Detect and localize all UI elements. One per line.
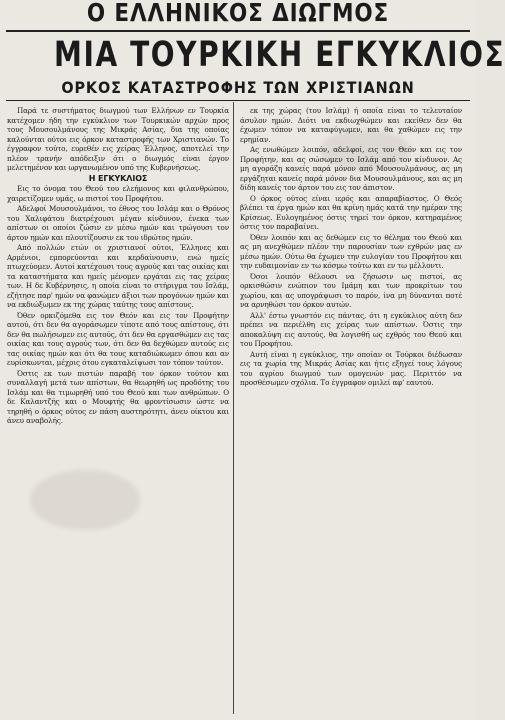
left-column bbox=[7, 106, 229, 712]
body-paragraph: Όστις εκ των πιστών παραβή τον όρκον τούτον και συναλλαγή μετά των απίστων, θα θεωρηθή ως προδότης του Ισλάμ και θα τιμωρηθή υπό του Θεού και των ανθρώπων. Ο δε Καλαντζής και ο Μουφτής θα φροντίσωσιν ώστε να τηρηθή ο όρκος ούτος εν πάση αυστηρότητι, άνευ οίκτου και άνευ αναβολής. bbox=[7, 368, 229, 425]
subheadline: ΟΡΚΟΣ ΚΑΤΑΣΤΡΟΦΗΣ ΤΩΝ ΧΡΙΣΤΙΑΝΩΝ bbox=[61, 78, 415, 97]
body-paragraph: Όσοι λοιπόν θέλουσι να ζήσωσιν ως πιστοί, ας ορκισθώσιν ενώπιον του Ιμάμη και των προκρίτων του χωρίου, και ας υπογράψωσι το παρόν, ίνα μη δύνανται ποτέ να αρνηθώσι τον όρκον αυτών. bbox=[240, 271, 462, 309]
body-paragraph: Αυτή είναι η εγκύκλιος, την οποίαν οι Τούρκοι διέδωσαν εις τα χωρία της Μικράς Ασίας και ήτις εξηγεί τους λόγους του αγρίου διωγμού των ομογενών μας. Περιττόν να προσθέσωμεν σχόλια. Το έγγραφον ομιλεί αφ' εαυτού. bbox=[240, 349, 462, 387]
main-headline: ΜΙΑ ΤΟΥΡΚΙΚΗ ΕΓΚΥΚΛΙΟΣ bbox=[54, 35, 505, 75]
intro-paragraph: Παρά τε συστήματος διωγμού των Ελλήνων εν Τουρκία κατέχομεν ήδη την εγκύκλιον των Τουρκικών αρχών προς τους Μουσουλμάνους της Μικράς Ασίας, δια της οποίας καλούνται ούτοι εις όρκον καταστροφής των Χριστιανών. Το έγγραφον τούτο, ευρεθέν εις χείρας Έλληνος, αποτελεί την πλέον τρανήν απόδειξιν ότι ο διωγμός είναι έργον μελετημένον και ωργανωμένον υπό της Κυβερνήσεως. bbox=[7, 106, 229, 172]
body-paragraph: Από πολλών ετών οι χριστιανοί ούτοι, Έλληνες και Αρμένιοι, εμπορεύονται και κερδαίνουσιν, ενώ ημείς πτωχεύομεν. Αυτοί κατέχουσι τους αγρούς και τας οικίας και τα καταστήματα και ημείς μένομεν εργάται εις τας χείρας των. Η δε Κυβέρνησις, η οποία είναι το στήριγμα του Ισλάμ, εζήτησε παρ' ημών να φανώμεν άξιοι των προγόνων ημών και να εκδιώξωμεν εκ της χώρας ταύτης τους απίστους. bbox=[7, 243, 229, 309]
body-paragraph: Όθεν ορκιζόμεθα εις τον Θεόν και εις τον Προφήτην αυτού, ότι δεν θα αγοράσωμεν τίποτε από τους απίστους, ότι δεν θα πωλήσωμεν εις αυτούς, ότι δεν θα εργασθώμεν εις τας οικίας και τους αγρούς των, ότι δεν θα δεχθώμεν αυτούς εις τας οικίας ημών και ότι θα τους καταδιώκωμεν όπου και αν ευρίσκωνται, μέχρις ότου εγκαταλείψωσι τον τόπον τούτον. bbox=[7, 310, 229, 367]
right-column bbox=[240, 106, 462, 712]
kicker-heading: Ο ΕΛΛΗΝΙΚΟΣ ΔΙΩΓΜΟΣ bbox=[86, 0, 390, 27]
column-top-rule bbox=[6, 100, 470, 101]
body-paragraph: Εις το όνομα του Θεού του ελεήμονος και φιλανθρώπου, χαιρετίζομεν υμάς, ω πιστοί του Προφήτου. bbox=[7, 184, 229, 203]
body-paragraph: Αλλ' έστω γνωστόν εις πάντας, ότι η εγκύκλιος αύτη δεν πρέπει να περιέλθη εις χείρας των απίστων. Όστις την αποκαλύψη εις αυτούς, θα λογισθή ως εχθρός του Θεού και του Προφήτου. bbox=[240, 310, 462, 348]
body-paragraph: Ο όρκος ούτος είναι ιερός και απαραβίαστος. Ο Θεός βλέπει τα έργα ημών και θα κρίνη ημάς κατά την ημέραν της Κρίσεως. Ευλογημένος όστις τηρεί τον όρκον, κατηραμένος όστις τον παραβαίνει. bbox=[240, 193, 462, 231]
body-paragraph: εκ της χώρας (του Ισλάμ) ή οποία είναι το τελευταίον άσυλον ημών. Διότι να εκδιωχθώμεν και εκείθεν δεν θα έχωμεν τόπον να καταφύγωμεν, και θα χαθώμεν εις την ερημίαν. bbox=[240, 106, 462, 144]
section-title: Η ΕΓΚΥΚΛΙΟΣ bbox=[88, 173, 148, 183]
column-divider bbox=[233, 102, 234, 714]
body-paragraph: Αδελφοί Μουσουλμάνοι, το έθνος του Ισλάμ και ο Θρόνος του Χαλιφάτου διατρέχουσι μέγαν κίνδυνον, ένεκα των απίστων οι οποίοι ζώσιν εν μέσω ημών και τρώγουσι τον άρτον ημών και πλουτίζουσιν εκ του ιδρώτος ημών. bbox=[7, 204, 229, 242]
body-paragraph: Ας ενωθώμεν λοιπόν, αδελφοί, εις τον Θεόν και εις τον Προφήτην, και ας σώσωμεν το Ισλάμ από τον κίνδυνον. Ας μη αγοράζη κανείς παρά μόνον από Μουσουλμάνους, ας μη εργάζηται κανείς παρά μόνον δια Μουσουλμάνους, και ας μη δίδη κανείς τον άρτον του εις τον άπιστον. bbox=[240, 145, 462, 192]
header-rule bbox=[6, 30, 470, 32]
body-paragraph: Όθεν λοιπόν και ας δεθώμεν εις το θέλημα του Θεού και ας μη ανεχθώμεν πλέον την παρουσίαν των εχθρών μας εν μέσω ημών. Ούτω θα έχωμεν την ευλογίαν του Προφήτου και την ευδαιμονίαν εν τω κόσμω τούτω και εν τω μέλλοντι. bbox=[240, 232, 462, 270]
